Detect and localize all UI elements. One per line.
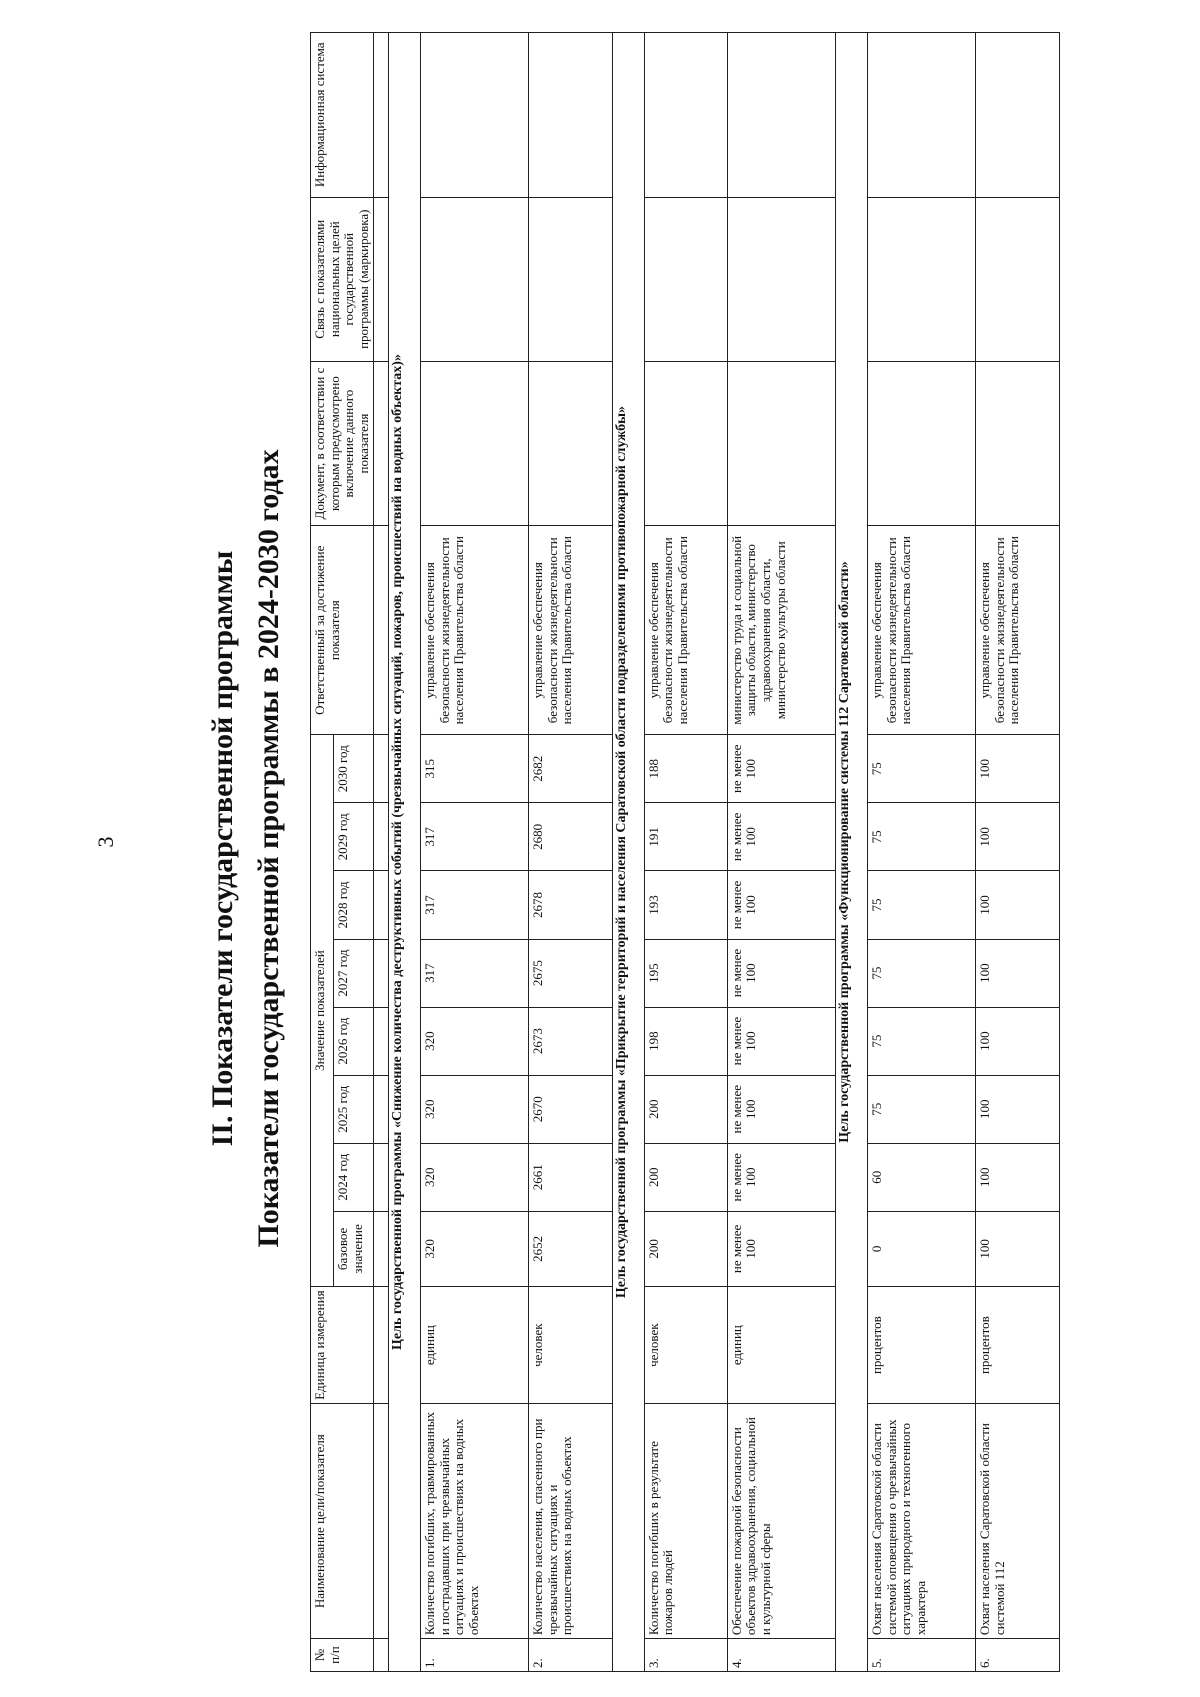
row-link	[868, 197, 976, 361]
row-value: 2682	[529, 735, 612, 803]
row-document	[727, 361, 835, 525]
row-responsible: управление обеспечения безопасности жизнедеятельности населения Правительства области	[868, 526, 976, 735]
row-num: 3.	[644, 1639, 727, 1672]
table-row	[421, 33, 529, 1672]
goal-row	[389, 33, 421, 1672]
row-value: не менее 100	[727, 1211, 835, 1286]
row-document	[976, 361, 1059, 525]
row-value: 75	[868, 735, 976, 803]
row-value: 100	[976, 1143, 1059, 1211]
row-value: 320	[421, 1143, 529, 1211]
row-responsible: управление обеспечения безопасности жизнедеятельности населения Правительства области	[421, 526, 529, 735]
row-value: 75	[868, 803, 976, 871]
row-unit: процентов	[868, 1286, 976, 1403]
row-link	[727, 197, 835, 361]
row-value: 200	[644, 1211, 727, 1286]
row-link	[976, 197, 1059, 361]
header-year: 2028 год	[334, 871, 374, 939]
indicators-table	[310, 32, 1060, 1672]
row-value: 191	[644, 803, 727, 871]
table-row	[868, 33, 976, 1672]
row-value: не менее 100	[727, 939, 835, 1007]
row-unit: человек	[529, 1286, 612, 1403]
row-value: 75	[868, 1007, 976, 1075]
row-value: 200	[644, 1075, 727, 1143]
row-value: не менее 100	[727, 1143, 835, 1211]
row-value: 320	[421, 1211, 529, 1286]
row-link	[421, 197, 529, 361]
row-value: 75	[868, 939, 976, 1007]
row-value: 198	[644, 1007, 727, 1075]
section-heading: II. Показатели государственной программы	[206, 550, 239, 1147]
row-num: 5.	[868, 1639, 976, 1672]
row-value: 317	[421, 939, 529, 1007]
row-value: 200	[644, 1143, 727, 1211]
row-value: 195	[644, 939, 727, 1007]
row-value: 100	[976, 803, 1059, 871]
column-number-row	[374, 33, 389, 1672]
row-infosystem	[976, 33, 1059, 198]
row-name: Охват населения Саратовской области системой 112	[976, 1404, 1059, 1639]
row-responsible: министерство труда и социальной защиты области, министерство здравоохранения области, министерство культуры области	[727, 526, 835, 735]
header-year: 2025 год	[334, 1075, 374, 1143]
row-infosystem	[421, 33, 529, 198]
row-value: 100	[976, 871, 1059, 939]
goal-row	[612, 33, 644, 1672]
row-value: 2661	[529, 1143, 612, 1211]
row-name: Количество погибших, травмированных и пострадавших при чрезвычайных ситуациях и происшествиях на водных объектах	[421, 1404, 529, 1639]
row-value: 2678	[529, 871, 612, 939]
row-value: 2673	[529, 1007, 612, 1075]
row-value: не менее 100	[727, 1007, 835, 1075]
row-value: 100	[976, 939, 1059, 1007]
table-row	[976, 33, 1059, 1672]
header-link: Связь с показателями национальных целей государственной программы (маркировка)	[311, 197, 374, 361]
header-responsible: Ответственный за достижение показателя	[311, 526, 374, 735]
row-value: 100	[976, 1075, 1059, 1143]
row-infosystem	[644, 33, 727, 198]
row-infosystem	[529, 33, 612, 198]
row-value: 188	[644, 735, 727, 803]
row-unit: единиц	[727, 1286, 835, 1403]
row-unit: процентов	[976, 1286, 1059, 1403]
goal-title: Цель государственной программы «Функционирование системы 112 Саратовской области»	[836, 33, 868, 1672]
row-value: 75	[868, 871, 976, 939]
header-year: 2026 год	[334, 1007, 374, 1075]
row-name: Количество погибших в результате пожаров людей	[644, 1404, 727, 1639]
row-responsible: управление обеспечения безопасности жизнедеятельности населения Правительства области	[976, 526, 1059, 735]
row-document	[644, 361, 727, 525]
row-value: 317	[421, 803, 529, 871]
goal-title: Цель государственной программы «Снижение количества деструктивных событий (чрезвычайных ситуаций, пожаров, происшествий на водных объектах)»	[389, 33, 421, 1672]
header-document: Документ, в соответствии с которым предусмотрено включение данного показателя	[311, 361, 374, 525]
row-value: 317	[421, 871, 529, 939]
goal-title: Цель государственной программы «Прикрытие территорий и населения Саратовской области подразделениями противопожарной службы»	[612, 33, 644, 1672]
rotated-sheet	[190, 0, 1070, 1697]
row-name: Охват населения Саратовской области системой оповещения о чрезвычайных ситуациях природного и техногенного характера	[868, 1404, 976, 1639]
page-number: 3	[93, 836, 118, 848]
row-document	[529, 361, 612, 525]
row-num: 2.	[529, 1639, 612, 1672]
row-num: 1.	[421, 1639, 529, 1672]
header-year: 2024 год	[334, 1143, 374, 1211]
row-link	[529, 197, 612, 361]
row-unit: единиц	[421, 1286, 529, 1403]
row-document	[868, 361, 976, 525]
header-year: 2029 год	[334, 803, 374, 871]
row-name: Количество населения, спасенного при чрезвычайных ситуациях и происшествиях на водных объектах	[529, 1404, 612, 1639]
row-value: 2670	[529, 1075, 612, 1143]
row-value: 2652	[529, 1211, 612, 1286]
row-value: 100	[976, 1211, 1059, 1286]
row-responsible: управление обеспечения безопасности жизнедеятельности населения Правительства области	[529, 526, 612, 735]
table-row	[644, 33, 727, 1672]
row-value: 315	[421, 735, 529, 803]
row-document	[421, 361, 529, 525]
row-value: не менее 100	[727, 735, 835, 803]
row-value: не менее 100	[727, 1075, 835, 1143]
row-responsible: управление обеспечения безопасности жизнедеятельности населения Правительства области	[644, 526, 727, 735]
header-year: 2030 год	[334, 735, 374, 803]
header-year: 2027 год	[334, 939, 374, 1007]
row-value: не менее 100	[727, 871, 835, 939]
row-value: 320	[421, 1007, 529, 1075]
row-value: 100	[976, 735, 1059, 803]
row-value: 193	[644, 871, 727, 939]
row-name: Обеспечение пожарной безопасности объектов здравоохранения, социальной и культурной сферы	[727, 1404, 835, 1639]
row-link	[644, 197, 727, 361]
row-infosystem	[727, 33, 835, 198]
row-value: 320	[421, 1075, 529, 1143]
row-value: не менее 100	[727, 803, 835, 871]
row-value: 60	[868, 1143, 976, 1211]
row-num: 4.	[727, 1639, 835, 1672]
header-num: № п/п	[311, 1639, 374, 1672]
row-num: 6.	[976, 1639, 1059, 1672]
row-value: 2680	[529, 803, 612, 871]
header-unit: Единица измерения	[311, 1286, 374, 1403]
table-row	[727, 33, 835, 1672]
header-values-group: Значение показателей	[311, 735, 334, 1287]
row-unit: человек	[644, 1286, 727, 1403]
header-name: Наименование цели/показателя	[311, 1404, 374, 1639]
goal-row	[836, 33, 868, 1672]
row-value: 0	[868, 1211, 976, 1286]
header-year: базовое значение	[334, 1211, 374, 1286]
row-infosystem	[868, 33, 976, 198]
row-value: 2675	[529, 939, 612, 1007]
table-row	[529, 33, 612, 1672]
header-infosystem: Информационная система	[311, 33, 374, 198]
table-title: Показатели государственной программы в 2024-2030 годах	[252, 449, 285, 1248]
row-value: 75	[868, 1075, 976, 1143]
row-value: 100	[976, 1007, 1059, 1075]
